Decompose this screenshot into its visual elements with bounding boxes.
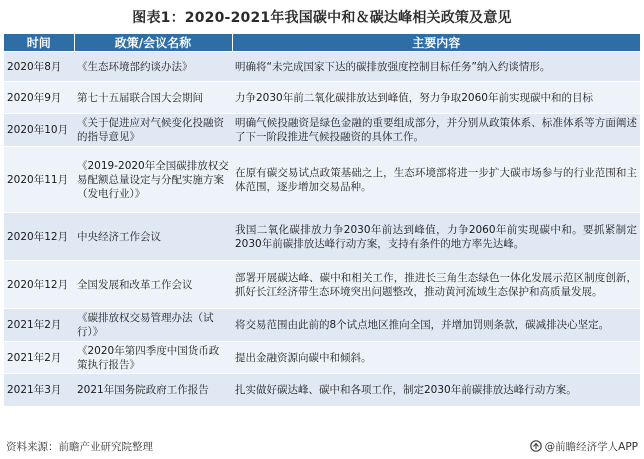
- table-row: [4, 261, 640, 309]
- content-cell: 扎实做好碳达峰、碳中和各项工作，制定2030年前碳排放达峰行动方案。: [232, 374, 640, 406]
- content-cell: 力争2030年前二氧化碳排放达到峰值，努力争取2060年前实现碳中和的目标: [232, 82, 640, 114]
- header-main-content: 主要内容: [232, 34, 640, 52]
- content-cell: 我国二氧化碳排放力争2030年前达到峰值，力争2060年前实现碳中和。要抓紧制定2030年前碳排放达峰行动方案，支持有条件的地方率先达峰。: [232, 213, 640, 261]
- time-cell: 2020年11月: [4, 147, 74, 213]
- table-header-row: [4, 34, 640, 52]
- brand-text: @前瞻经济学人APP: [544, 440, 638, 453]
- policy-name-cell: 2021年国务院政府工作报告: [74, 374, 232, 406]
- time-cell: 2021年3月: [4, 374, 74, 406]
- policy-name-cell: 《生态环境部约谈办法》: [74, 52, 232, 82]
- header-time: 时间: [4, 34, 74, 52]
- time-cell: 2021年2月: [4, 342, 74, 374]
- time-cell: 2020年9月: [4, 82, 74, 114]
- policy-name-cell: 《碳排放权交易管理办法（试行）》: [74, 309, 232, 342]
- source-note: 资料来源：前瞻产业研究院整理: [6, 440, 153, 453]
- qianzhan-logo-icon: [530, 440, 542, 452]
- policy-name-cell: 第七十五届联合国大会期间: [74, 82, 232, 114]
- content-cell: 明确气候投融资是绿色金融的重要组成部分，并分别从政策体系、标准体系等方面阐述了下一阶段推进气候投融资的具体工作。: [232, 114, 640, 147]
- content-cell: 在原有碳交易试点政策基础之上，生态环境部将进一步扩大碳市场参与的行业范围和主体范围，逐步增加交易品种。: [232, 147, 640, 213]
- time-cell: 2020年12月: [4, 213, 74, 261]
- policy-table: [4, 34, 640, 406]
- content-cell: 明确将“未完成国家下达的碳排放强度控制目标任务”纳入约谈情形。: [232, 52, 640, 82]
- table-row: [4, 82, 640, 114]
- table-row: [4, 374, 640, 406]
- time-cell: 2021年2月: [4, 309, 74, 342]
- policy-name-cell: 全国发展和改革工作会议: [74, 261, 232, 309]
- policy-name-cell: 中央经济工作会议: [74, 213, 232, 261]
- chart-title: 图表1：2020-2021年我国碳中和＆碳达峰相关政策及意见: [132, 10, 512, 26]
- time-cell: 2020年10月: [4, 114, 74, 147]
- table-row: [4, 52, 640, 82]
- policy-name-cell: 《2019-2020年全国碳排放权交易配额总量设定与分配实施方案（发电行业）》: [74, 147, 232, 213]
- policy-name-cell: 《关于促进应对气候变化投融资的指导意见》: [74, 114, 232, 147]
- content-cell: 提出金融资源向碳中和倾斜。: [232, 342, 640, 374]
- time-cell: 2020年12月: [4, 261, 74, 309]
- time-cell: 2020年8月: [4, 52, 74, 82]
- table-row: [4, 147, 640, 213]
- footer: [6, 437, 638, 455]
- table-row: [4, 309, 640, 342]
- content-cell: 将交易范围由此前的8个试点地区推向全国，并增加罚则条款，碳减排决心坚定。: [232, 309, 640, 342]
- table-row: [4, 213, 640, 261]
- policy-name-cell: 《2020年第四季度中国货币政策执行报告》: [74, 342, 232, 374]
- content-cell: 部署开展碳达峰、碳中和相关工作，推进长三角生态绿色一体化发展示范区制度创新，抓好长江经济带生态环境突出问题整改，推动黄河流域生态保护和高质量发展。: [232, 261, 640, 309]
- table-row: [4, 342, 640, 374]
- brand-watermark: [530, 439, 638, 454]
- table-row: [4, 114, 640, 147]
- header-policy-name: 政策/会议名称: [74, 34, 232, 52]
